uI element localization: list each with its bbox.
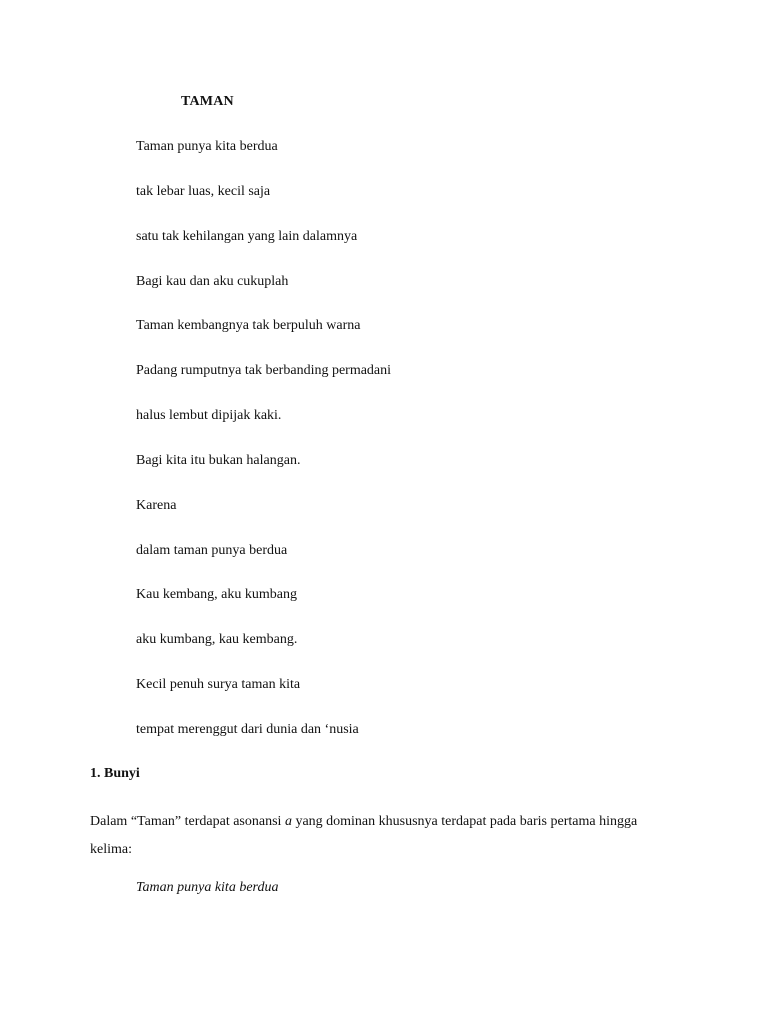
poem-line: Taman kembangnya tak berpuluh warna [136,318,361,333]
quoted-line: Taman punya kita berdua [136,880,279,895]
poem-line: halus lembut dipijak kaki. [136,408,282,423]
poem-line: tak lebar luas, kecil saja [136,184,271,199]
section-heading: 1. Bunyi [90,766,140,781]
paragraph-emphasis: a [284,814,292,829]
poem-line: satu tak kehilangan yang lain dalamnya [136,229,358,244]
poem-line: tempat merenggut dari dunia dan ‘nusia [136,722,359,737]
poem-title: TAMAN [181,94,234,109]
analysis-paragraph [90,808,650,864]
poem-line: Bagi kau dan aku cukuplah [136,274,289,289]
paragraph-text: yang dominan khususnya terdapat pada baris pertama hingga kelima: [90,814,638,857]
poem-line: dalam taman punya berdua [136,543,288,558]
paragraph-text: Dalam “Taman” terdapat asonansi [90,814,285,829]
poem-line: Taman punya kita berdua [136,139,278,154]
poem-line: aku kumbang, kau kembang. [136,632,298,647]
poem-line: Karena [136,498,177,513]
poem-line: Kecil penuh surya taman kita [136,677,301,692]
poem-line: Kau kembang, aku kumbang [136,587,297,602]
poem-line: Padang rumputnya tak berbanding permadani [136,363,392,378]
poem-line: Bagi kita itu bukan halangan. [136,453,301,468]
